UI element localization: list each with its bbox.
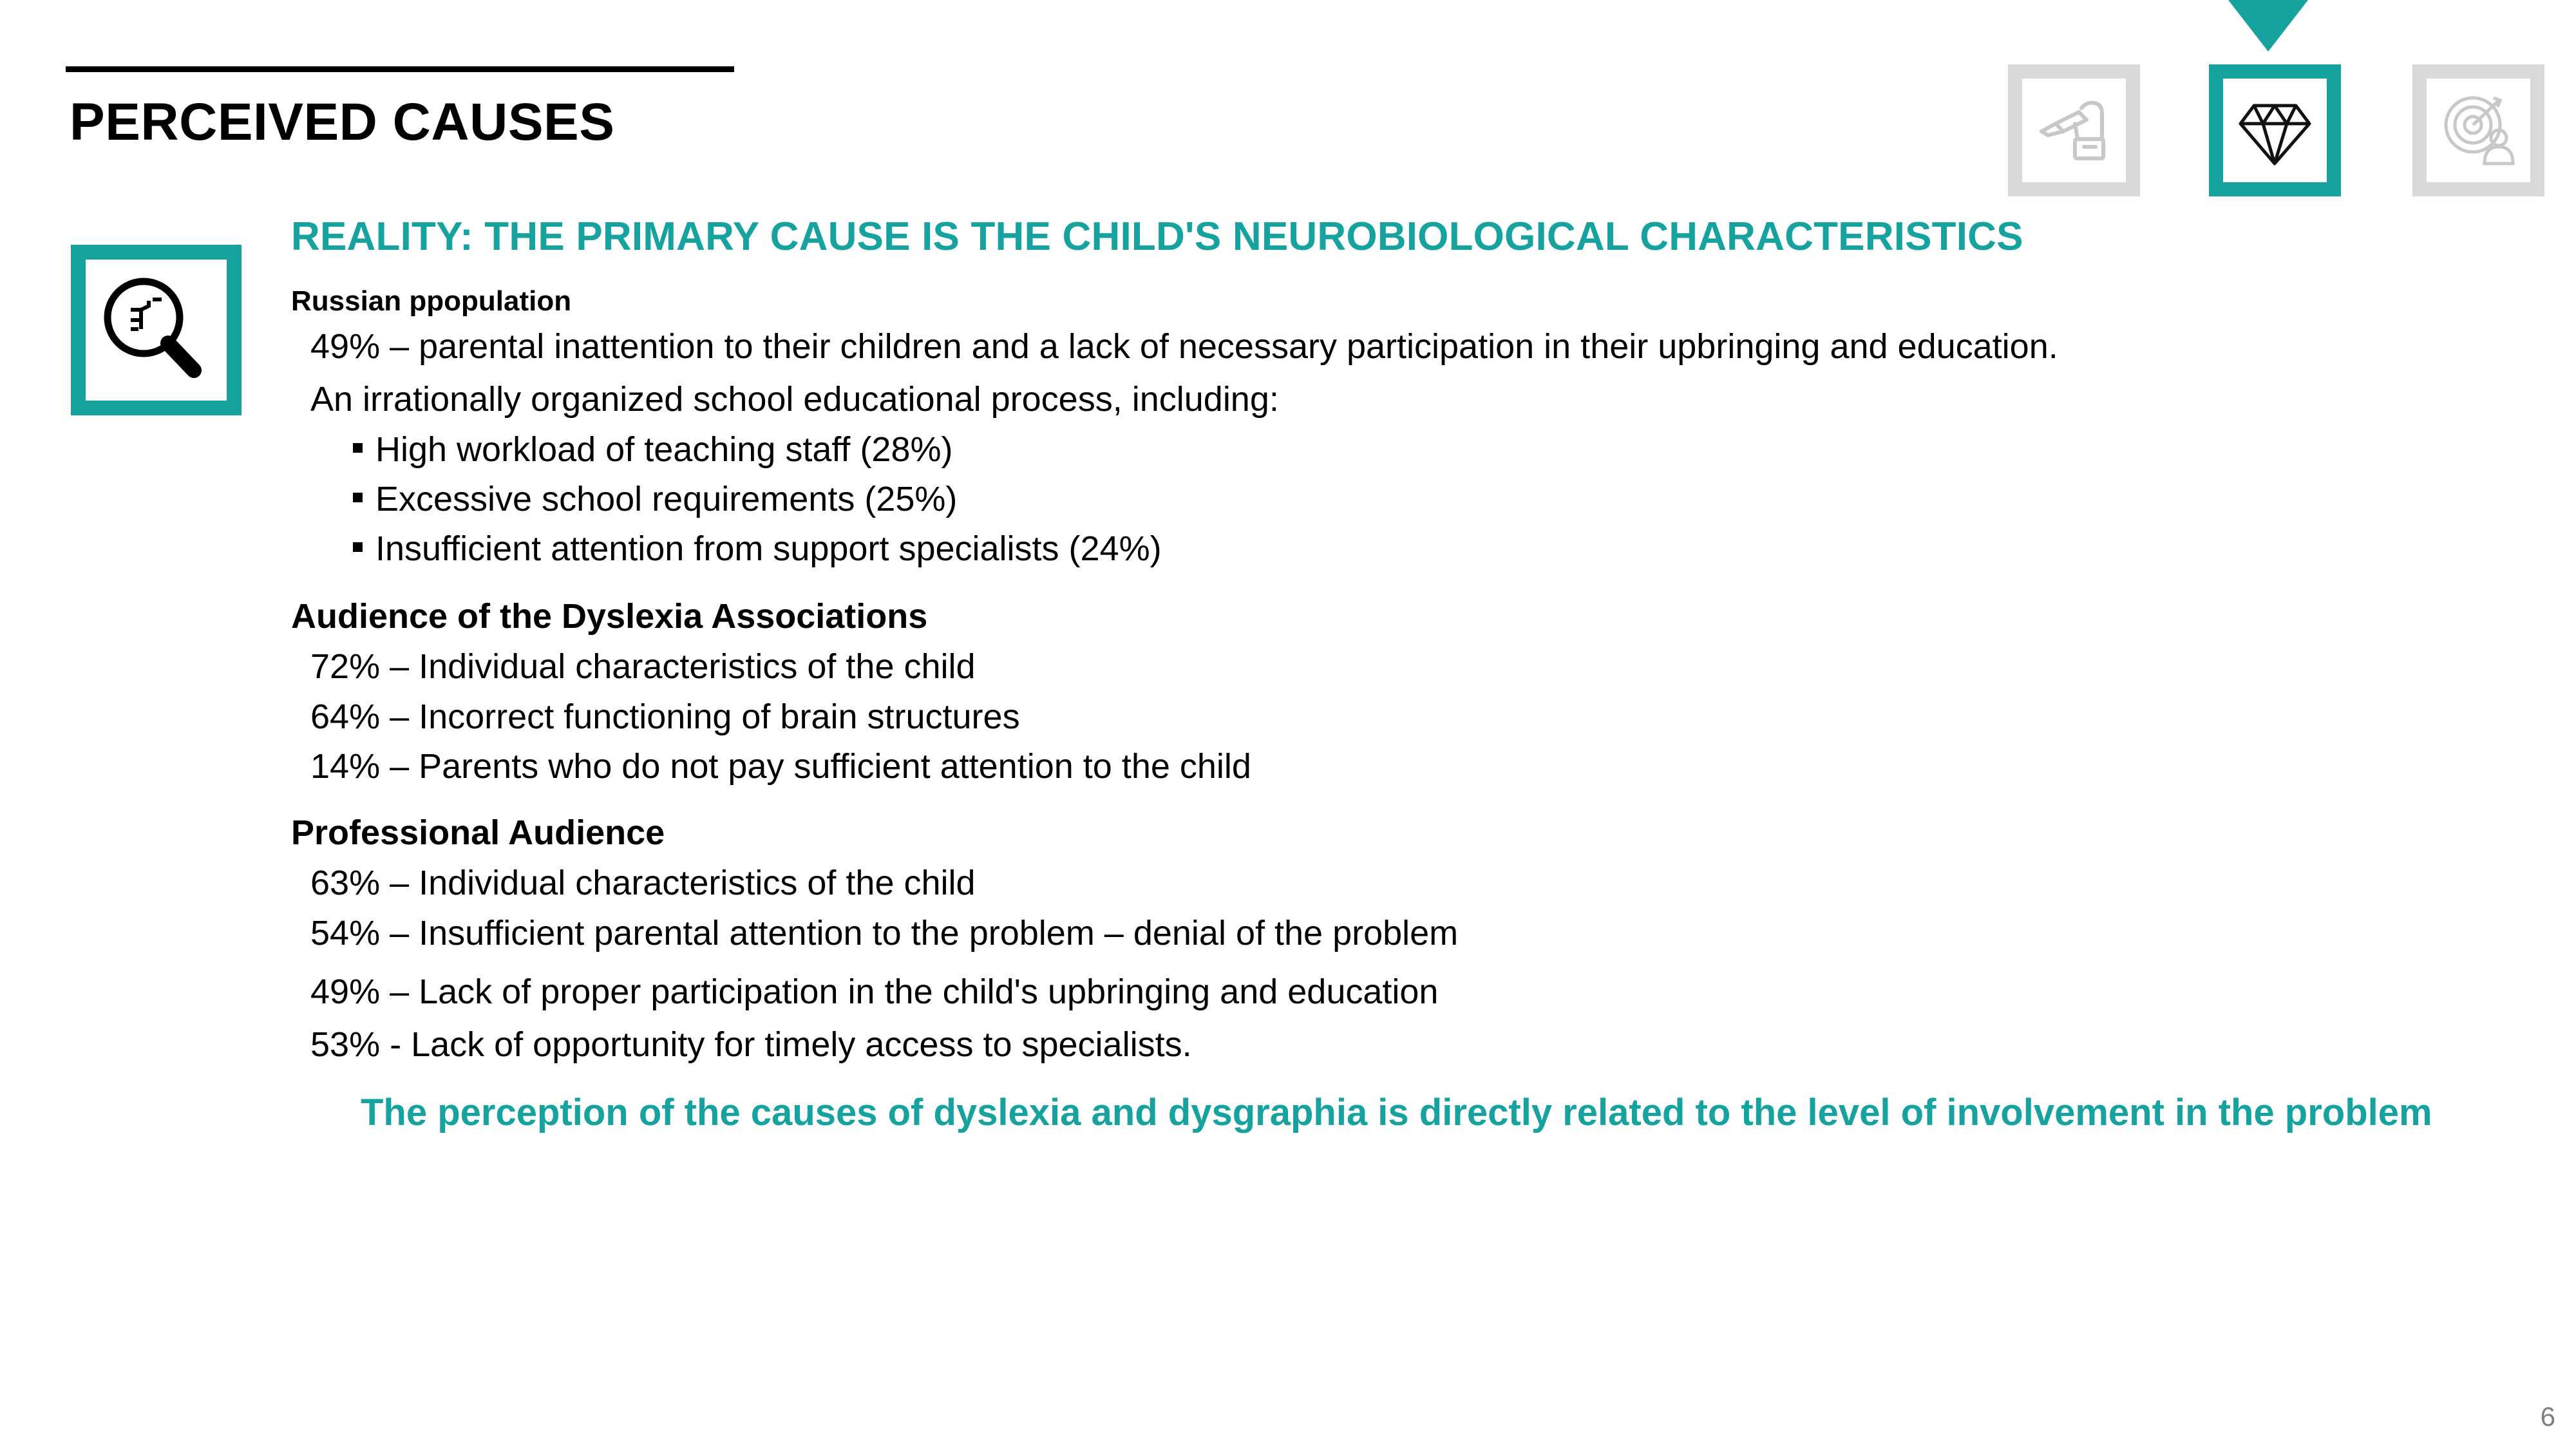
russian-line-parental: 49% – parental inattention to their children and a lack of necessary participation in their upbringing and education. (310, 327, 2058, 366)
professional-line: 53% - Lack of opportunity for timely access to specialists. (310, 1025, 1192, 1064)
reality-subtitle: REALITY: THE PRIMARY CAUSE IS THE CHILD'S NEUROBIOLOGICAL CHARACTERISTICS (291, 214, 2023, 259)
nav-item-diamond[interactable] (2209, 64, 2341, 196)
bullet-marker (353, 542, 363, 552)
magnifier-with-chart-icon (86, 260, 227, 401)
professional-line: 63% – Individual characteristics of the child (310, 864, 976, 902)
dyslexia-line: 14% – Parents who do not pay sufficient attention to the child (310, 747, 1251, 786)
diamond-icon (2223, 79, 2327, 182)
bullet-marker (353, 493, 363, 502)
professional-line: 54% – Insufficient parental attention to the problem – denial of the problem (310, 914, 1459, 952)
dyslexia-line: 72% – Individual characteristics of the child (310, 647, 976, 686)
professional-line: 49% – Lack of proper participation in the child's upbringing and education (310, 972, 1439, 1011)
list-item (353, 477, 957, 522)
hand-with-pen-icon (2022, 79, 2126, 182)
bullet-text: High workload of teaching staff (28%) (375, 430, 953, 469)
bullet-text: Excessive school requirements (25%) (375, 480, 958, 518)
nav-item-hand-with-pen[interactable] (2008, 64, 2140, 196)
active-section-marker (2228, 0, 2308, 52)
page-number: 6 (2540, 1401, 2555, 1432)
bullet-marker (353, 443, 363, 453)
dyslexia-line: 64% – Incorrect functioning of brain structures (310, 697, 1020, 736)
list-item (353, 427, 952, 472)
professional-audience-heading: Professional Audience (291, 813, 665, 852)
target-with-person-icon (2427, 79, 2530, 182)
bullet-text: Insufficient attention from support specialists (24%) (375, 529, 1162, 568)
nav-item-target-person[interactable] (2412, 64, 2544, 196)
russian-line-school: An irrationally organized school educational process, including: (310, 380, 1279, 419)
dyslexia-associations-heading: Audience of the Dyslexia Associations (291, 597, 928, 636)
page-title: PERCEIVED CAUSES (70, 93, 615, 151)
conclusion-text: The perception of the causes of dyslexia and dysgraphia is directly related to the level of involvement in the problem (361, 1092, 2432, 1133)
magnifier-icon-box (71, 245, 242, 415)
title-rule (66, 66, 734, 72)
list-item (353, 526, 1162, 571)
russian-population-heading: Russian ppopulation (291, 285, 572, 317)
